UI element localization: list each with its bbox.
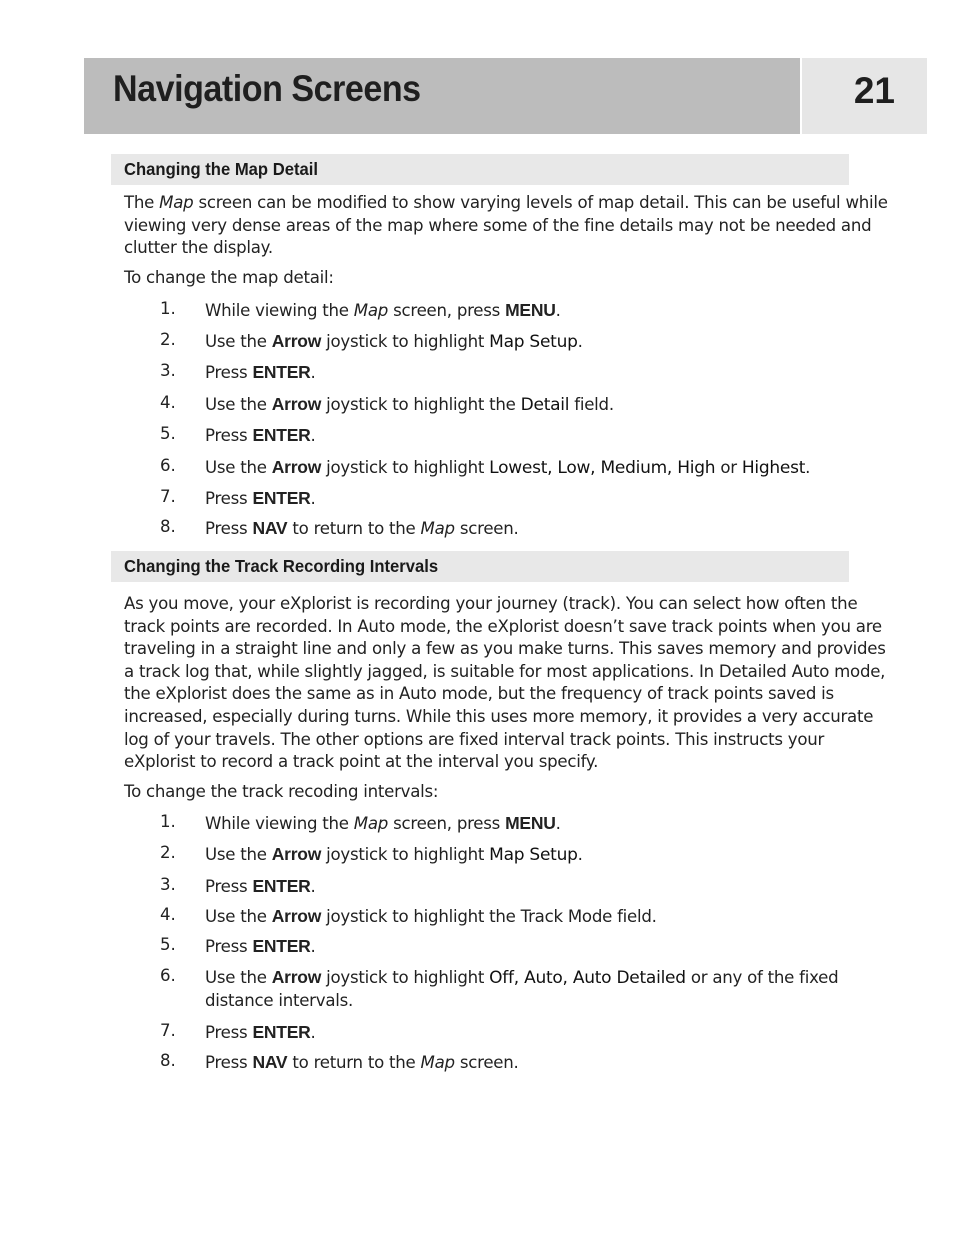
list-item: 8. Press NAV to return to the Map screen. — [160, 1051, 519, 1072]
header-number-box — [802, 58, 927, 134]
page-title: Navigation Screens — [113, 68, 421, 109]
list-item: 2. Use the Arrow joystick to highlight Map Setup. — [160, 330, 583, 352]
list-item: 1. While viewing the Map screen, press MENU. — [160, 812, 561, 833]
header-title-box — [84, 58, 800, 134]
map-detail-paragraph: The Map screen can be modified to show varying levels of map detail. This can be useful while viewing very dense areas of the map where some of the fine details may not be needed and clutter the display. — [124, 193, 888, 258]
track-intervals-paragraph: As you move, your eXplorist is recording your journey (track). You can select how often the track points are recorded. In Auto mode, the eXplorist doesn’t save track points when you are traveling in a straight line and only a few as you make turns. This saves memory and provides a track log that, while slightly jagged, is suitable for most applications. In Detailed Auto mode, the eXplorist does the same as in Auto mode, but the frequency of track points saved is increased, especially during turns. While this uses more memory, it provides a very accurate log of your travels. The other options are fixed interval track points. This instructs your eXplorist to record a track point at the interval you specify. — [124, 594, 886, 772]
section-heading-map-detail — [111, 154, 849, 185]
list-item: 3. Press ENTER. — [160, 875, 316, 896]
list-item: 4. Use the Arrow joystick to highlight the Detail field. — [160, 393, 614, 415]
list-item: 3. Press ENTER. — [160, 361, 316, 382]
list-item: 7. Press ENTER. — [160, 487, 316, 508]
list-item: 1. While viewing the Map screen, press MENU. — [160, 299, 561, 320]
section-heading-text: Changing the Track Recording Intervals — [124, 556, 439, 576]
list-item: 2. Use the Arrow joystick to highlight Map Setup. — [160, 843, 583, 865]
list-item: 6. Use the Arrow joystick to highlight Off, Auto, Auto Detailed or any of the fixed distance intervals. — [160, 966, 839, 1010]
track-intervals-intro: To change the track recoding intervals: — [124, 782, 439, 801]
section-heading-text: Changing the Map Detail — [124, 159, 318, 179]
list-item: 8. Press NAV to return to the Map screen. — [160, 517, 519, 538]
section-heading-track-intervals — [111, 551, 849, 582]
page-header — [84, 58, 927, 134]
list-item: 4. Use the Arrow joystick to highlight the Track Mode field. — [160, 905, 657, 926]
map-detail-intro: To change the map detail: — [124, 268, 334, 287]
page-number: 21 — [853, 70, 895, 111]
list-item: 6. Use the Arrow joystick to highlight Lowest, Low, Medium, High or Highest. — [160, 456, 811, 478]
list-item: 5. Press ENTER. — [160, 424, 316, 445]
list-item: 5. Press ENTER. — [160, 935, 316, 956]
list-item: 7. Press ENTER. — [160, 1021, 316, 1042]
